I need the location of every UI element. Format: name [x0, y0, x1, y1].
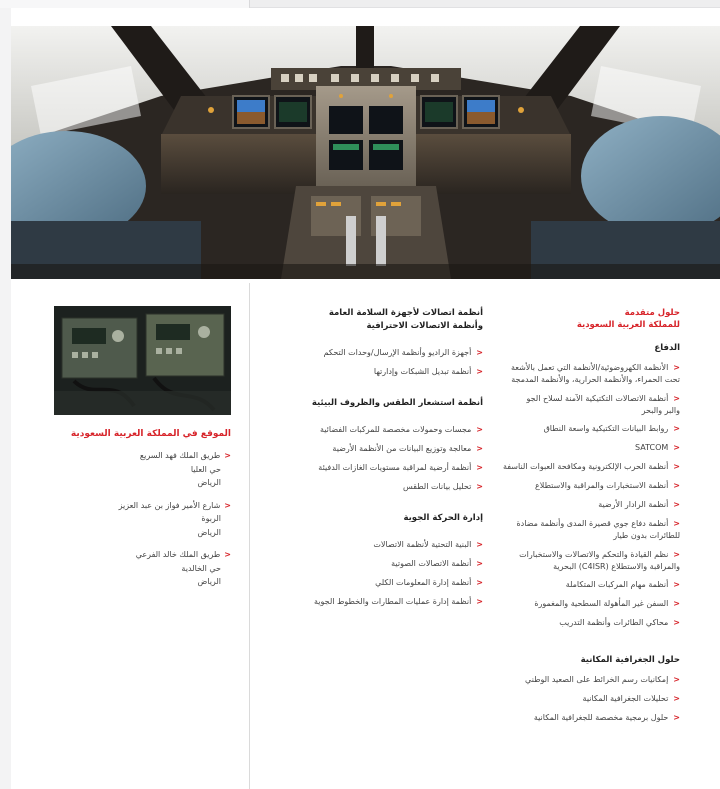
address-line: الرياض: [197, 478, 221, 487]
list-item: <معالجة وتوزيع البيانات من الأنظمة الأرضية: [332, 444, 483, 453]
address-line: <شارع الأمير فواز بن عبد العزيز: [118, 500, 231, 510]
chevron-left-icon: <: [673, 618, 680, 627]
chevron-left-icon: <: [476, 597, 483, 606]
list-item: <أنظمة الاتصالات الصوتية: [391, 559, 483, 568]
address-line: الرياض: [197, 527, 221, 537]
location-title: الموقع في المملكة العربية السعودية: [70, 429, 231, 439]
address-line: الربوة: [201, 514, 221, 523]
list-item: <نظم القيادة والتحكم والاتصالات والاستخبارات والمراقبة والاستطلاع (C4ISR) البحرية: [519, 549, 680, 571]
chevron-left-icon: <: [476, 578, 483, 587]
chevron-left-icon: <: [673, 675, 680, 684]
defense-title: الدفاع: [654, 343, 680, 353]
address-3: [51, 548, 231, 589]
column-divider: [249, 283, 250, 789]
atm-list: [273, 535, 483, 611]
list-item: <السفن غير المأهولة السطحية والمغمورة: [534, 599, 680, 608]
list-item: <روابط البيانات التكتيكية واسعة النطاق: [543, 424, 680, 433]
chevron-left-icon: <: [673, 599, 680, 608]
address-line: <طريق الملك فهد السريع: [139, 451, 231, 460]
chevron-left-icon: <: [476, 559, 483, 568]
list-item: <البنية التحتية لأنظمة الاتصالات: [373, 540, 483, 549]
list-item: <أنظمة الاستخبارات والمراقبة والاستطلاع: [535, 481, 680, 490]
middle-column: [273, 307, 483, 627]
chevron-left-icon: <: [476, 367, 483, 376]
chevron-left-icon: <: [476, 463, 483, 472]
address-line: حي العليا: [190, 464, 221, 474]
list-item: <تحليل بيانات الطقس: [402, 482, 483, 491]
chevron-left-icon: <: [673, 549, 680, 559]
list-item: <تحليلات الجغرافية المكانية: [582, 694, 680, 703]
list-item: <أنظمة أرضية لمراقبة مستويات الغازات الدفيئة: [318, 463, 483, 472]
list-item: <إمكانيات رسم الخرائط على الصعيد الوطني: [525, 675, 680, 684]
address-line: حي الخالدية: [181, 563, 221, 573]
list-item: <أنظمة الرادار الأرضية: [598, 500, 680, 509]
geo-list: [495, 674, 680, 724]
comms-section-title: أنظمة اتصالات لأجهزة السلامة العامة وأنظمة الاتصالات الاحترافية: [328, 308, 483, 331]
cockpit-illustration: [11, 26, 720, 279]
chevron-left-icon: <: [673, 424, 680, 433]
address-line: الرياض: [197, 577, 221, 586]
list-item: <أنظمة الحرب الإلكترونية ومكافحة العبوات الناسفة: [502, 462, 680, 471]
chevron-left-icon: <: [476, 348, 483, 357]
chevron-left-icon: <: [673, 519, 680, 528]
list-item: <أنظمة مهام المركبات المتكاملة: [565, 580, 680, 589]
viewer-tab-area: [0, 0, 250, 8]
chevron-left-icon: <: [673, 481, 680, 490]
comms-list: [273, 343, 483, 381]
chevron-left-icon: <: [673, 393, 680, 403]
list-item: <أنظمة تبديل الشبكات وإدارتها: [373, 367, 483, 376]
chevron-left-icon: <: [673, 694, 680, 703]
chevron-left-icon: <: [476, 444, 483, 453]
list-item: <أنظمة دفاع جوي قصيرة المدى وأنظمة مضادة للطائرات بدون طيار: [516, 519, 680, 540]
chevron-left-icon: <: [224, 500, 231, 510]
address-2: [51, 499, 231, 540]
list-item: <أنظمة إدارة المعلومات الكلي: [375, 578, 483, 587]
address-line: <طريق الملك خالد الفرعي: [135, 550, 231, 559]
weather-list: [273, 420, 483, 496]
solutions-heading: حلول متقدمة للمملكة العربية السعودية: [576, 308, 680, 330]
geo-title: حلول الجغرافية المكانية: [580, 655, 680, 665]
chevron-left-icon: <: [673, 580, 680, 589]
chevron-left-icon: <: [673, 500, 680, 509]
location-column: [51, 306, 231, 598]
chevron-left-icon: <: [224, 451, 231, 460]
list-item: <مجسات وحمولات مخصصة للمركبات الفضائية: [319, 425, 483, 434]
defense-list: [495, 362, 680, 629]
list-item: <حلول برمجية مخصصة للجغرافية المكانية: [533, 713, 680, 722]
list-item: <أنظمة إدارة عمليات المطارات والخطوط الجوية: [314, 597, 483, 606]
chevron-left-icon: <: [673, 462, 680, 471]
weather-section-title: أنظمة استشعار الطقس والظروف البيئية: [311, 398, 483, 408]
list-item: <الأنظمة الكهروضوئية/الأنظمة التي تعمل بالأشعة تحت الحمراء، والأنظمة الحرارية، والأنظمة المدمجة: [510, 363, 680, 384]
chevron-left-icon: <: [476, 482, 483, 491]
address-1: [51, 449, 231, 490]
chevron-left-icon: <: [673, 363, 680, 372]
chevron-left-icon: <: [673, 443, 680, 452]
list-item: <أجهزة الراديو وأنظمة الإرسال/وحدات التحكم: [323, 348, 483, 357]
list-item: <SATCOM: [635, 443, 680, 452]
chevron-left-icon: <: [673, 713, 680, 722]
cockpit-hero-image: [11, 26, 720, 279]
viewer-top-strip: [0, 0, 720, 8]
radio-equipment-photo: [54, 306, 231, 415]
chevron-left-icon: <: [476, 425, 483, 434]
list-item: <أنظمة الاتصالات التكتيكية الآمنة لسلاح الجو والبر والبحر: [526, 393, 680, 415]
list-item: <محاكي الطائرات وأنظمة التدريب: [559, 618, 680, 627]
chevron-left-icon: <: [476, 540, 483, 549]
right-column: [495, 307, 680, 731]
atm-section-title: إدارة الحركة الجوية: [403, 513, 483, 523]
brochure-page: [11, 8, 720, 789]
chevron-left-icon: <: [224, 550, 231, 559]
